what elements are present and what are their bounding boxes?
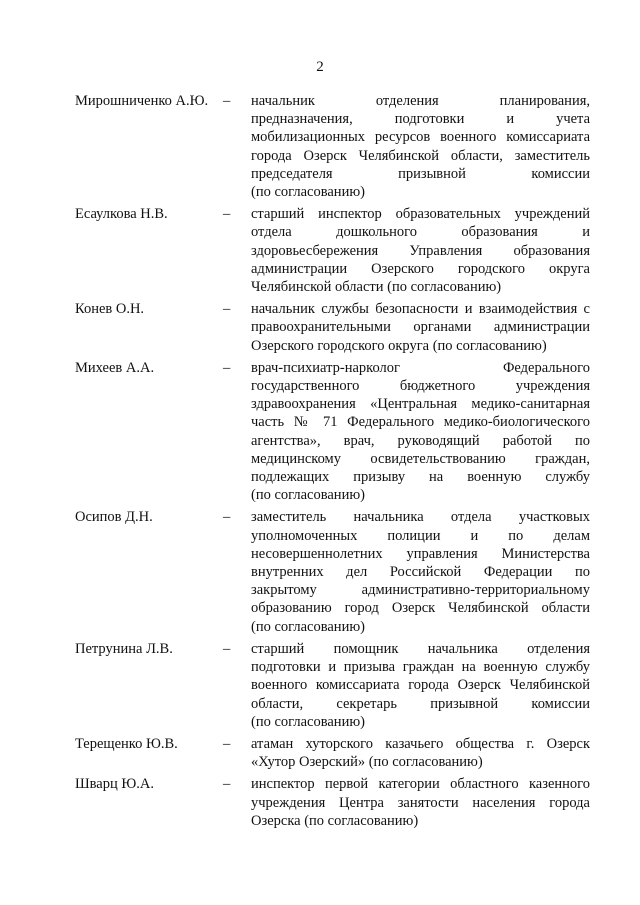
position-line: начальник службы безопасности и взаимодействия с <box>251 301 590 318</box>
position-line: врач-психиатр-нарколог Федерального <box>251 359 590 376</box>
dash: – <box>223 93 231 109</box>
position-line: атаман хуторского казачьего общества г. Озерск <box>251 735 590 752</box>
position-line: отдела дошкольного образования и <box>251 224 590 241</box>
position-line: уполномоченных полиции и по делам <box>251 527 590 544</box>
member-position <box>251 359 590 505</box>
member-position <box>251 640 590 731</box>
position-line: администрации Озерского городского округа <box>251 260 590 277</box>
member-position <box>251 92 590 201</box>
dash: – <box>223 509 231 526</box>
member-position <box>251 205 590 296</box>
position-line: подлежащих призыву на военную службу <box>251 469 590 486</box>
member-row-miroshnichenko <box>75 92 590 201</box>
member-position <box>251 508 590 635</box>
position-line: государственного бюджетного учреждения <box>251 378 590 395</box>
position-line: подготовки и призыва граждан на военную службу <box>251 659 590 676</box>
position-line: инспектор первой категории областного казенного <box>251 776 590 793</box>
position-line: здравоохранения «Центральная медико-санитарная <box>251 396 590 413</box>
position-line: здоровьесбережения Управления образования <box>251 242 590 259</box>
dash: – <box>223 301 231 318</box>
commission-members-list <box>75 92 590 830</box>
position-line: старший помощник начальника отделения <box>251 640 590 657</box>
position-line: начальник отделения планирования, <box>251 93 590 109</box>
member-row-tereshchenko <box>75 735 590 771</box>
position-line: (по согласованию) <box>251 618 365 635</box>
position-line: заместитель начальника отдела участковых <box>251 509 590 526</box>
dash: – <box>223 735 231 752</box>
position-line: Озерского городского округа (по согласованию) <box>251 337 547 354</box>
position-line: образованию город Озерск Челябинской области <box>251 600 590 617</box>
position-line: военного комиссариата города Озерск Челябинской <box>251 677 590 694</box>
position-line: внутренних дел Российской Федерации по <box>251 564 590 581</box>
position-line: правоохранительными органами администрации <box>251 319 590 336</box>
position-line: (по согласованию) <box>251 184 365 201</box>
position-line: (по согласованию) <box>251 487 365 504</box>
member-name: Шварц Ю.А. <box>75 776 154 793</box>
position-line: агентства», врач, руководящий работой по <box>251 432 590 449</box>
member-name: Терещенко Ю.В. <box>75 735 178 752</box>
position-line: председателя призывной комиссии <box>251 165 590 182</box>
position-line: Озерска (по согласованию) <box>251 812 419 829</box>
position-line: города Озерск Челябинской области, заместитель <box>251 147 590 164</box>
position-line: несовершеннолетних управления Министерства <box>251 545 590 562</box>
page-number: 2 <box>316 59 324 75</box>
member-row-esaulkova <box>75 205 590 296</box>
dash: – <box>223 206 231 223</box>
member-row-shvarts <box>75 775 590 830</box>
position-line: мобилизационных ресурсов военного комиссариата <box>251 129 590 146</box>
position-line: области, секретарь призывной комиссии <box>251 695 590 712</box>
member-name: Осипов Д.Н. <box>75 509 153 526</box>
dash: – <box>223 776 231 793</box>
position-line: предназначения, подготовки и учета <box>251 111 590 128</box>
member-row-mikheev <box>75 359 590 505</box>
member-position <box>251 735 590 771</box>
member-name: Михеев А.А. <box>75 359 155 376</box>
member-name: Мирошниченко А.Ю. <box>75 93 209 109</box>
member-position <box>251 775 590 830</box>
position-line: (по согласованию) <box>251 713 365 730</box>
position-line: учреждения Центра занятости населения города <box>251 794 590 811</box>
position-line: Челябинской области (по согласованию) <box>251 279 502 296</box>
position-line: старший инспектор образовательных учреждений <box>251 206 590 223</box>
position-line: часть № 71 Федерального медико-биологического <box>251 414 590 431</box>
position-line: «Хутор Озерский» (по согласованию) <box>251 754 483 771</box>
member-name: Конев О.Н. <box>75 301 145 318</box>
member-name: Есаулкова Н.В. <box>75 206 168 223</box>
member-row-konev <box>75 300 590 355</box>
member-position <box>251 300 590 355</box>
member-row-petrunina <box>75 640 590 731</box>
dash: – <box>223 359 231 376</box>
position-line: закрытому административно-территориальному <box>251 582 590 599</box>
member-row-osipov <box>75 508 590 635</box>
position-line: медицинскому освидетельствованию граждан, <box>251 450 590 467</box>
member-name: Петрунина Л.В. <box>75 640 173 657</box>
dash: – <box>223 640 231 657</box>
